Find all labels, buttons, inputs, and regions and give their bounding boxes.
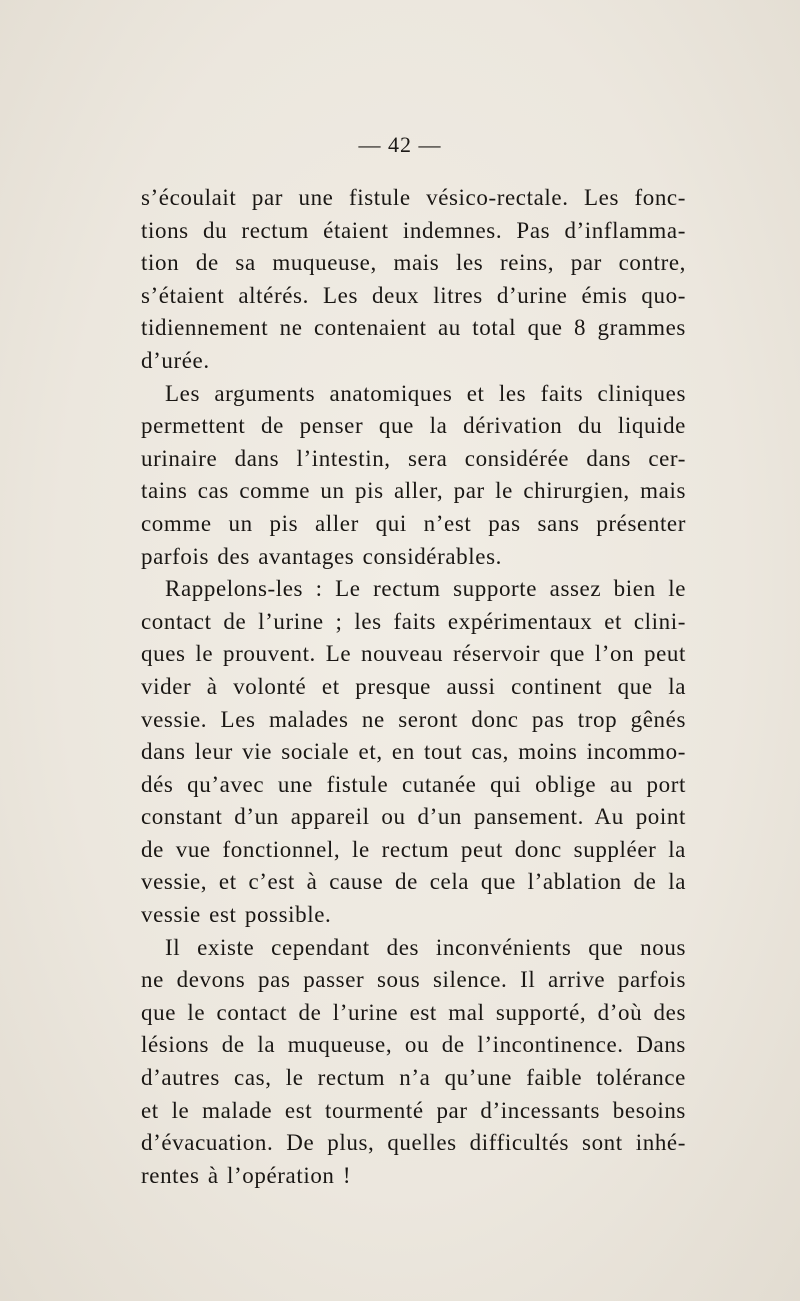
text-line: vessie, et c’est à cause de cela que l’ablation de la: [141, 869, 686, 895]
text-line: Les arguments anatomiques et les faits cliniques: [165, 380, 686, 406]
text-line: tains cas comme un pis aller, par le chirurgien, mais: [141, 478, 686, 504]
text-line: urinaire dans l’intestin, sera considérée dans cer-: [141, 445, 686, 471]
text-line: permettent de penser que la dérivation du liquide: [141, 413, 686, 439]
text-line: vessie est possible.: [141, 902, 332, 928]
text-line: d’urée.: [141, 347, 210, 373]
text-line: d’évacuation. De plus, quelles difficultés sont inhé-: [141, 1130, 686, 1156]
text-line: comme un pis aller qui n’est pas sans présenter: [141, 510, 686, 536]
body-text: [141, 182, 686, 1192]
text-line: s’écoulait par une fistule vésico-rectale. Les fonc-: [141, 185, 686, 210]
text-line: parfois des avantages considérables.: [141, 543, 502, 569]
text-line: s’étaient altérés. Les deux litres d’urine émis quo-: [141, 282, 686, 308]
text-line: tions du rectum étaient indemnes. Pas d’inflamma-: [141, 217, 686, 243]
text-line: tion de sa muqueuse, mais les reins, par contre,: [141, 250, 686, 276]
text-line: dés qu’avec une fistule cutanée qui oblige au port: [141, 771, 686, 797]
text-line: ques le prouvent. Le nouveau réservoir que l’on peut: [141, 641, 686, 667]
text-line: que le contact de l’urine est mal supporté, d’où des: [141, 999, 686, 1025]
text-line: Rappelons-les : Le rectum supporte assez bien le: [165, 576, 686, 602]
text-line: vessie. Les malades ne seront donc pas trop gênés: [141, 706, 686, 732]
text-line: constant d’un appareil ou d’un pansement. Au point: [141, 804, 686, 830]
text-line: d’autres cas, le rectum n’a qu’une faible tolérance: [141, 1065, 686, 1091]
text-line: Il existe cependant des inconvénients que nous: [165, 934, 686, 960]
text-line: ne devons pas passer sous silence. Il arrive parfois: [141, 967, 686, 993]
text-line: de vue fonctionnel, le rectum peut donc suppléer la: [141, 836, 686, 862]
text-line: lésions de la muqueuse, ou de l’incontinence. Dans: [141, 1032, 686, 1058]
text-line: contact de l’urine ; les faits expérimentaux et clini-: [141, 608, 686, 634]
page-number: — 42 —: [358, 132, 442, 157]
text-line: vider à volonté et presque aussi continent que la: [141, 673, 686, 699]
text-line: tidiennement ne contenaient au total que 8 grammes: [141, 315, 686, 341]
text-line: rentes à l’opération !: [141, 1162, 352, 1188]
text-line: et le malade est tourmenté par d’incessants besoins: [141, 1097, 686, 1123]
text-line: dans leur vie sociale et, en tout cas, moins incommo-: [141, 739, 686, 765]
